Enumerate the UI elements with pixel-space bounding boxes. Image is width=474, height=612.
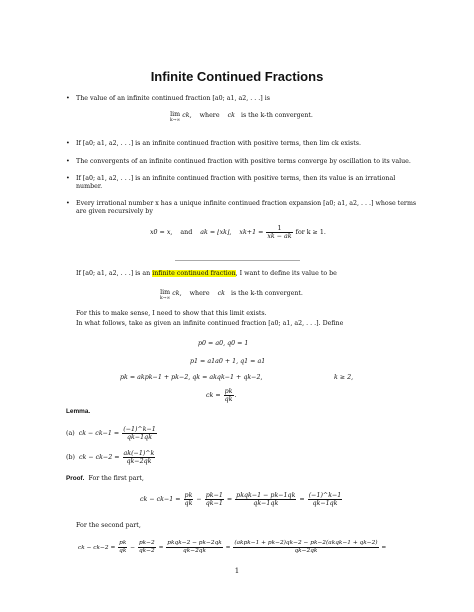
bullet-marker: • [66,158,70,165]
equation-ck: ck = $\frac{pk}{qk}$ . [206,388,237,403]
paragraph-3: In what follows, take as given an infinite continued fraction [a0; a1, a2, . . .]. Define [76,320,344,327]
bullet-5: Every irrational number x has a unique infinite continued fraction expansion [a0; a1, a2, . . .] whose terms are given recursively by [76,200,417,215]
equation-p0: p0 = a0, q0 = 1 [198,340,249,347]
proof-equation-2: ck − ck−2 = $\frac{pk}{qk}$ − $\frac{pk-2}{qk-2}$ = $\frac{\text{pkqk−2 − pk−2qk}}{qk-2qk}$ = $\frac{\text{(akpk−1 + pk−2)qk−2 − pk−2(akqk−1 + qk−2)}}{qk-2qk}$ = [78,540,387,554]
definition-paragraph: If [a0; a1, a2, . . .] is an infinite continued fraction, I want to define its value to be [76,270,337,277]
bullet-marker: • [66,95,70,102]
page-number: 1 [234,567,240,575]
highlighted-phrase: infinite continued fraction [152,270,236,277]
bullet-4: If [a0; a1, a2, . . .] is an infinite continued fraction with positive terms, then its value is an irrational number. [76,175,396,190]
bullet-2: If [a0; a1, a2, . . .] is an infinite continued fraction with positive terms, then lim ck exists. [76,140,361,147]
lemma-heading: Lemma. [66,408,91,415]
equation-pk: pk = akpk−1 + pk−2, qk = akqk−1 + qk−2, [120,374,263,381]
limit-expression: lim k→∞ ck, where ck is the k-th convergent. [170,111,313,123]
proof-intro: Proof. For the first part, [66,475,144,482]
recursion-formula: x0 = x, and ak = ⌊xk⌋, xk+1 = $\frac{1}{xk - ak}$ for k ≥ 1. [150,225,326,240]
limit-expression-2: lim k→∞ ck, where ck is the k-th convergent. [160,289,303,301]
lemma-part-b: (b) ck − ck−2 = $\frac{ak(-1)\^{}k}{qk-2qk}$ [66,450,155,465]
proof-equation-1: ck − ck−1 = $\frac{pk}{qk}$ − $\frac{pk-1}{qk-1}$ = $\frac{\text{pkqk−1 − pk−1qk}}{qk-1qk}$ = $\frac{(-1)\^{}k-1}{qk-1qk}$ [140,492,342,507]
section-divider [175,260,300,261]
bullet-marker: • [66,175,70,182]
bullet-3: The convergents of an infinite continued fraction with positive terms converge by oscillation to its value. [76,158,411,165]
page-title: Infinite Continued Fractions [150,69,324,84]
equation-p1: p1 = a1a0 + 1, q1 = a1 [190,358,266,365]
bullet-1: The value of an infinite continued fraction [a0; a1, a2, . . .] is [76,95,271,102]
bullet-marker: • [66,140,70,147]
bullet-marker: • [66,200,70,207]
equation-condition: k ≥ 2, [334,374,354,381]
lemma-part-a: (a) ck − ck−1 = $\frac{(-1)\^{}k-1}{qk-1qk}$ [66,426,156,441]
paragraph-2: For this to make sense, I need to show that this limit exists. [76,310,267,317]
proof-second-part: For the second part, [76,522,141,529]
